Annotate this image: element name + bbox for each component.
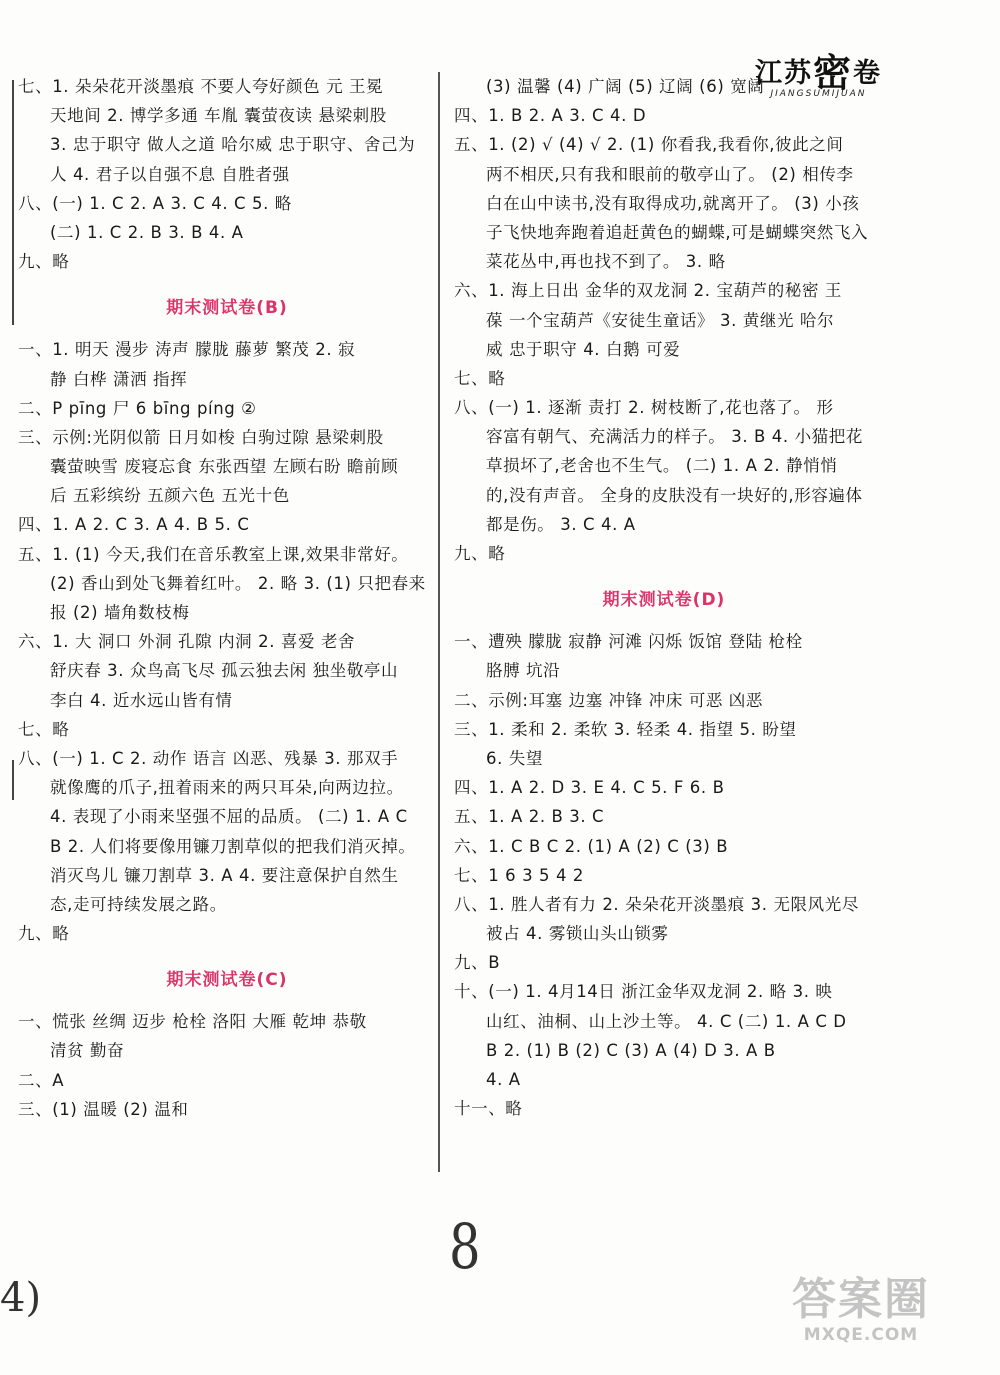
answer-line: 二、P pīng 尸 6 bīng píng ② xyxy=(18,398,257,418)
answer-line: 四、1. A 2. C 3. A 4. B 5. C xyxy=(18,515,250,535)
right-column xyxy=(454,72,874,1123)
answer-line: 报 (2) 墙角数枝梅 xyxy=(50,603,190,622)
answer-line: 七、1 6 3 5 4 2 xyxy=(454,865,585,885)
answer-line: 九、略 xyxy=(454,544,506,563)
answer-line: 天地间 2. 博学多通 车胤 囊萤夜读 悬梁刺股 xyxy=(50,106,387,126)
answer-line: 五、1. A 2. B 3. C xyxy=(454,807,605,827)
answer-line: 葆 一个宝葫芦《安徒生童话》 3. 黄继光 哈尔 xyxy=(486,310,835,330)
heading-test-c: 期末测试卷(C) xyxy=(166,970,288,991)
answer-line: 4. 表现了小雨来坚强不屈的品质。 (二) 1. A C xyxy=(50,807,408,827)
answer-line: 六、1. 海上日出 金华的双龙洞 2. 宝葫芦的秘密 王 xyxy=(454,281,843,301)
answer-line: 二、A xyxy=(18,1070,65,1090)
answer-line: (3) 温馨 (4) 广阔 (5) 辽阔 (6) 宽阔 xyxy=(486,77,765,96)
handwritten-page-number: 8 xyxy=(448,1210,481,1283)
answer-line: 李白 4. 近水远山皆有情 xyxy=(50,690,233,710)
answer-line: 静 白桦 潇洒 指挥 xyxy=(50,369,188,389)
answer-line: 囊萤映雪 废寝忘食 东张西望 左顾右盼 瞻前顾 xyxy=(50,457,399,477)
test-d-answers xyxy=(454,627,874,1123)
answer-line: 六、1. C B C 2. (1) A (2) C (3) B xyxy=(454,836,729,856)
answer-line: 4. A xyxy=(486,1070,521,1089)
answer-line: 态,走可持续发展之路。 xyxy=(50,894,227,914)
answer-line: 6. 失望 xyxy=(486,748,543,768)
answer-line: B 2. 人们将要像用镰刀割草似的把我们消灭掉。 xyxy=(50,836,416,856)
brand-main2: 卷 xyxy=(853,58,882,89)
answer-line: 被占 4. 雾锁山头山锁雾 xyxy=(486,924,669,944)
answer-line: 十、(一) 1. 4月14日 浙江金华双龙洞 2. 略 3. 映 xyxy=(454,982,833,1002)
answer-line: 就像鹰的爪子,扭着雨来的两只耳朵,向两边拉。 xyxy=(50,778,404,798)
answer-line: 三、(1) 温暖 (2) 温和 xyxy=(18,1099,189,1119)
answer-line: 一、遭殃 朦胧 寂静 河滩 闪烁 饭馆 登陆 枪栓 xyxy=(454,632,803,652)
answer-line: 草损坏了,老舍也不生气。 (二) 1. A 2. 静悄悄 xyxy=(486,456,838,476)
answer-line: 七、1. 朵朵花开淡墨痕 不要人夸好颜色 元 王冕 xyxy=(18,77,384,96)
answer-line: 七、略 xyxy=(454,368,506,388)
answer-line: 胳膊 坑沿 xyxy=(486,661,561,681)
watermark-logo-text: 答案圈 xyxy=(792,1274,930,1325)
corner-page-mark: 4) xyxy=(0,1275,42,1321)
answer-line: 十一、略 xyxy=(454,1099,523,1119)
test-c-answers xyxy=(18,1007,436,1124)
column-divider xyxy=(438,72,440,1172)
answer-line: 后 五彩缤纷 五颜六色 五光十色 xyxy=(50,486,290,506)
answer-line: 八、1. 胜人者有力 2. 朵朵花开淡墨痕 3. 无限风光尽 xyxy=(454,894,859,914)
answer-line: 八、(一) 1. C 2. A 3. C 4. C 5. 略 xyxy=(18,193,292,213)
left-top-answers xyxy=(18,72,436,276)
answer-line: 清贫 勤奋 xyxy=(50,1041,125,1061)
answer-line: 八、(一) 1. 逐渐 责打 2. 树枝断了,花也落了。 形 xyxy=(454,398,834,418)
answer-line: 八、(一) 1. C 2. 动作 语言 凶恶、残暴 3. 那双手 xyxy=(18,748,399,768)
answer-line: 两不相厌,只有我和眼前的敬亭山了。 (2) 相传李 xyxy=(486,164,854,184)
answer-line: 五、1. (2) √ (4) √ 2. (1) 你看我,我看你,彼此之间 xyxy=(454,135,844,155)
answer-line: 六、1. 大 洞口 外洞 孔隙 内洞 2. 喜爱 老舍 xyxy=(18,632,356,652)
answer-line: 人 4. 君子以自强不息 自胜者强 xyxy=(50,164,290,184)
answer-line: 七、略 xyxy=(18,719,70,739)
answer-line: 一、慌张 丝绸 迈步 枪栓 洛阳 大雁 乾坤 恭敬 xyxy=(18,1012,367,1032)
answer-line: 四、1. B 2. A 3. C 4. D xyxy=(454,106,647,126)
answer-line: 山红、油桐、山上沙土等。 4. C (二) 1. A C D xyxy=(486,1011,847,1031)
answer-line: 舒庆春 3. 众鸟高飞尽 孤云独去闲 独坐敬亭山 xyxy=(50,661,399,681)
answer-line: 都是伤。 3. C 4. A xyxy=(486,514,636,534)
watermark-url: MXQE.COM xyxy=(803,1325,919,1345)
answer-line: 三、示例:光阴似箭 日月如梭 白驹过隙 悬梁刺股 xyxy=(18,427,384,447)
answer-line: 子飞快地奔跑着追赶黄色的蝴蝶,可是蝴蝶突然飞入 xyxy=(486,222,869,242)
brand-big-char: 密 xyxy=(812,50,853,95)
answer-line: B 2. (1) B (2) C (3) A (4) D 3. A B xyxy=(486,1040,776,1060)
right-top-answers xyxy=(454,72,874,568)
answer-line: 容富有朝气、充满活力的样子。 3. B 4. 小猫把花 xyxy=(486,427,863,447)
answer-line: 四、1. A 2. D 3. E 4. C 5. F 6. B xyxy=(454,778,725,798)
answer-line: 菜花丛中,再也找不到了。 3. 略 xyxy=(486,252,726,272)
brand-main: 江苏 xyxy=(754,58,813,89)
answer-line: 白在山中读书,没有取得成功,就离开了。 (3) 小孩 xyxy=(486,193,860,213)
answer-line: 三、1. 柔和 2. 柔软 3. 轻柔 4. 指望 5. 盼望 xyxy=(454,719,797,739)
answer-line: 3. 忠于职守 做人之道 哈尔威 忠于职守、舍己为 xyxy=(50,135,416,155)
answer-line: 威 忠于职守 4. 白鹅 可爱 xyxy=(486,339,681,359)
test-b-answers xyxy=(18,335,436,948)
answer-line: 一、1. 明天 漫步 涛声 朦胧 藤萝 繁茂 2. 寂 xyxy=(18,340,356,360)
left-margin-mark-2 xyxy=(12,760,14,800)
answer-line: 九、B xyxy=(454,953,501,973)
answer-line: 九、略 xyxy=(18,924,70,944)
answer-line: 九、略 xyxy=(18,252,70,272)
watermark xyxy=(792,1263,930,1345)
heading-test-d: 期末测试卷(D) xyxy=(602,590,726,611)
answer-line: 五、1. (1) 今天,我们在音乐教室上课,效果非常好。 xyxy=(18,544,409,564)
answer-line: (二) 1. C 2. B 3. B 4. A xyxy=(50,222,244,242)
left-margin-mark xyxy=(12,80,14,325)
heading-test-b: 期末测试卷(B) xyxy=(166,298,288,319)
answer-line: 的,没有声音。 全身的皮肤没有一块好的,形容遍体 xyxy=(486,485,863,505)
brand-subtitle: JIANGSUMIJUAN xyxy=(770,89,867,99)
answer-line: 二、示例:耳塞 边塞 冲锋 冲床 可恶 凶恶 xyxy=(454,690,763,710)
answer-line: (2) 香山到处飞舞着红叶。 2. 略 3. (1) 只把春来 xyxy=(50,573,426,593)
left-column xyxy=(18,72,436,1124)
answer-line: 消灭鸟儿 镰刀割草 3. A 4. 要注意保护自然生 xyxy=(50,865,399,885)
